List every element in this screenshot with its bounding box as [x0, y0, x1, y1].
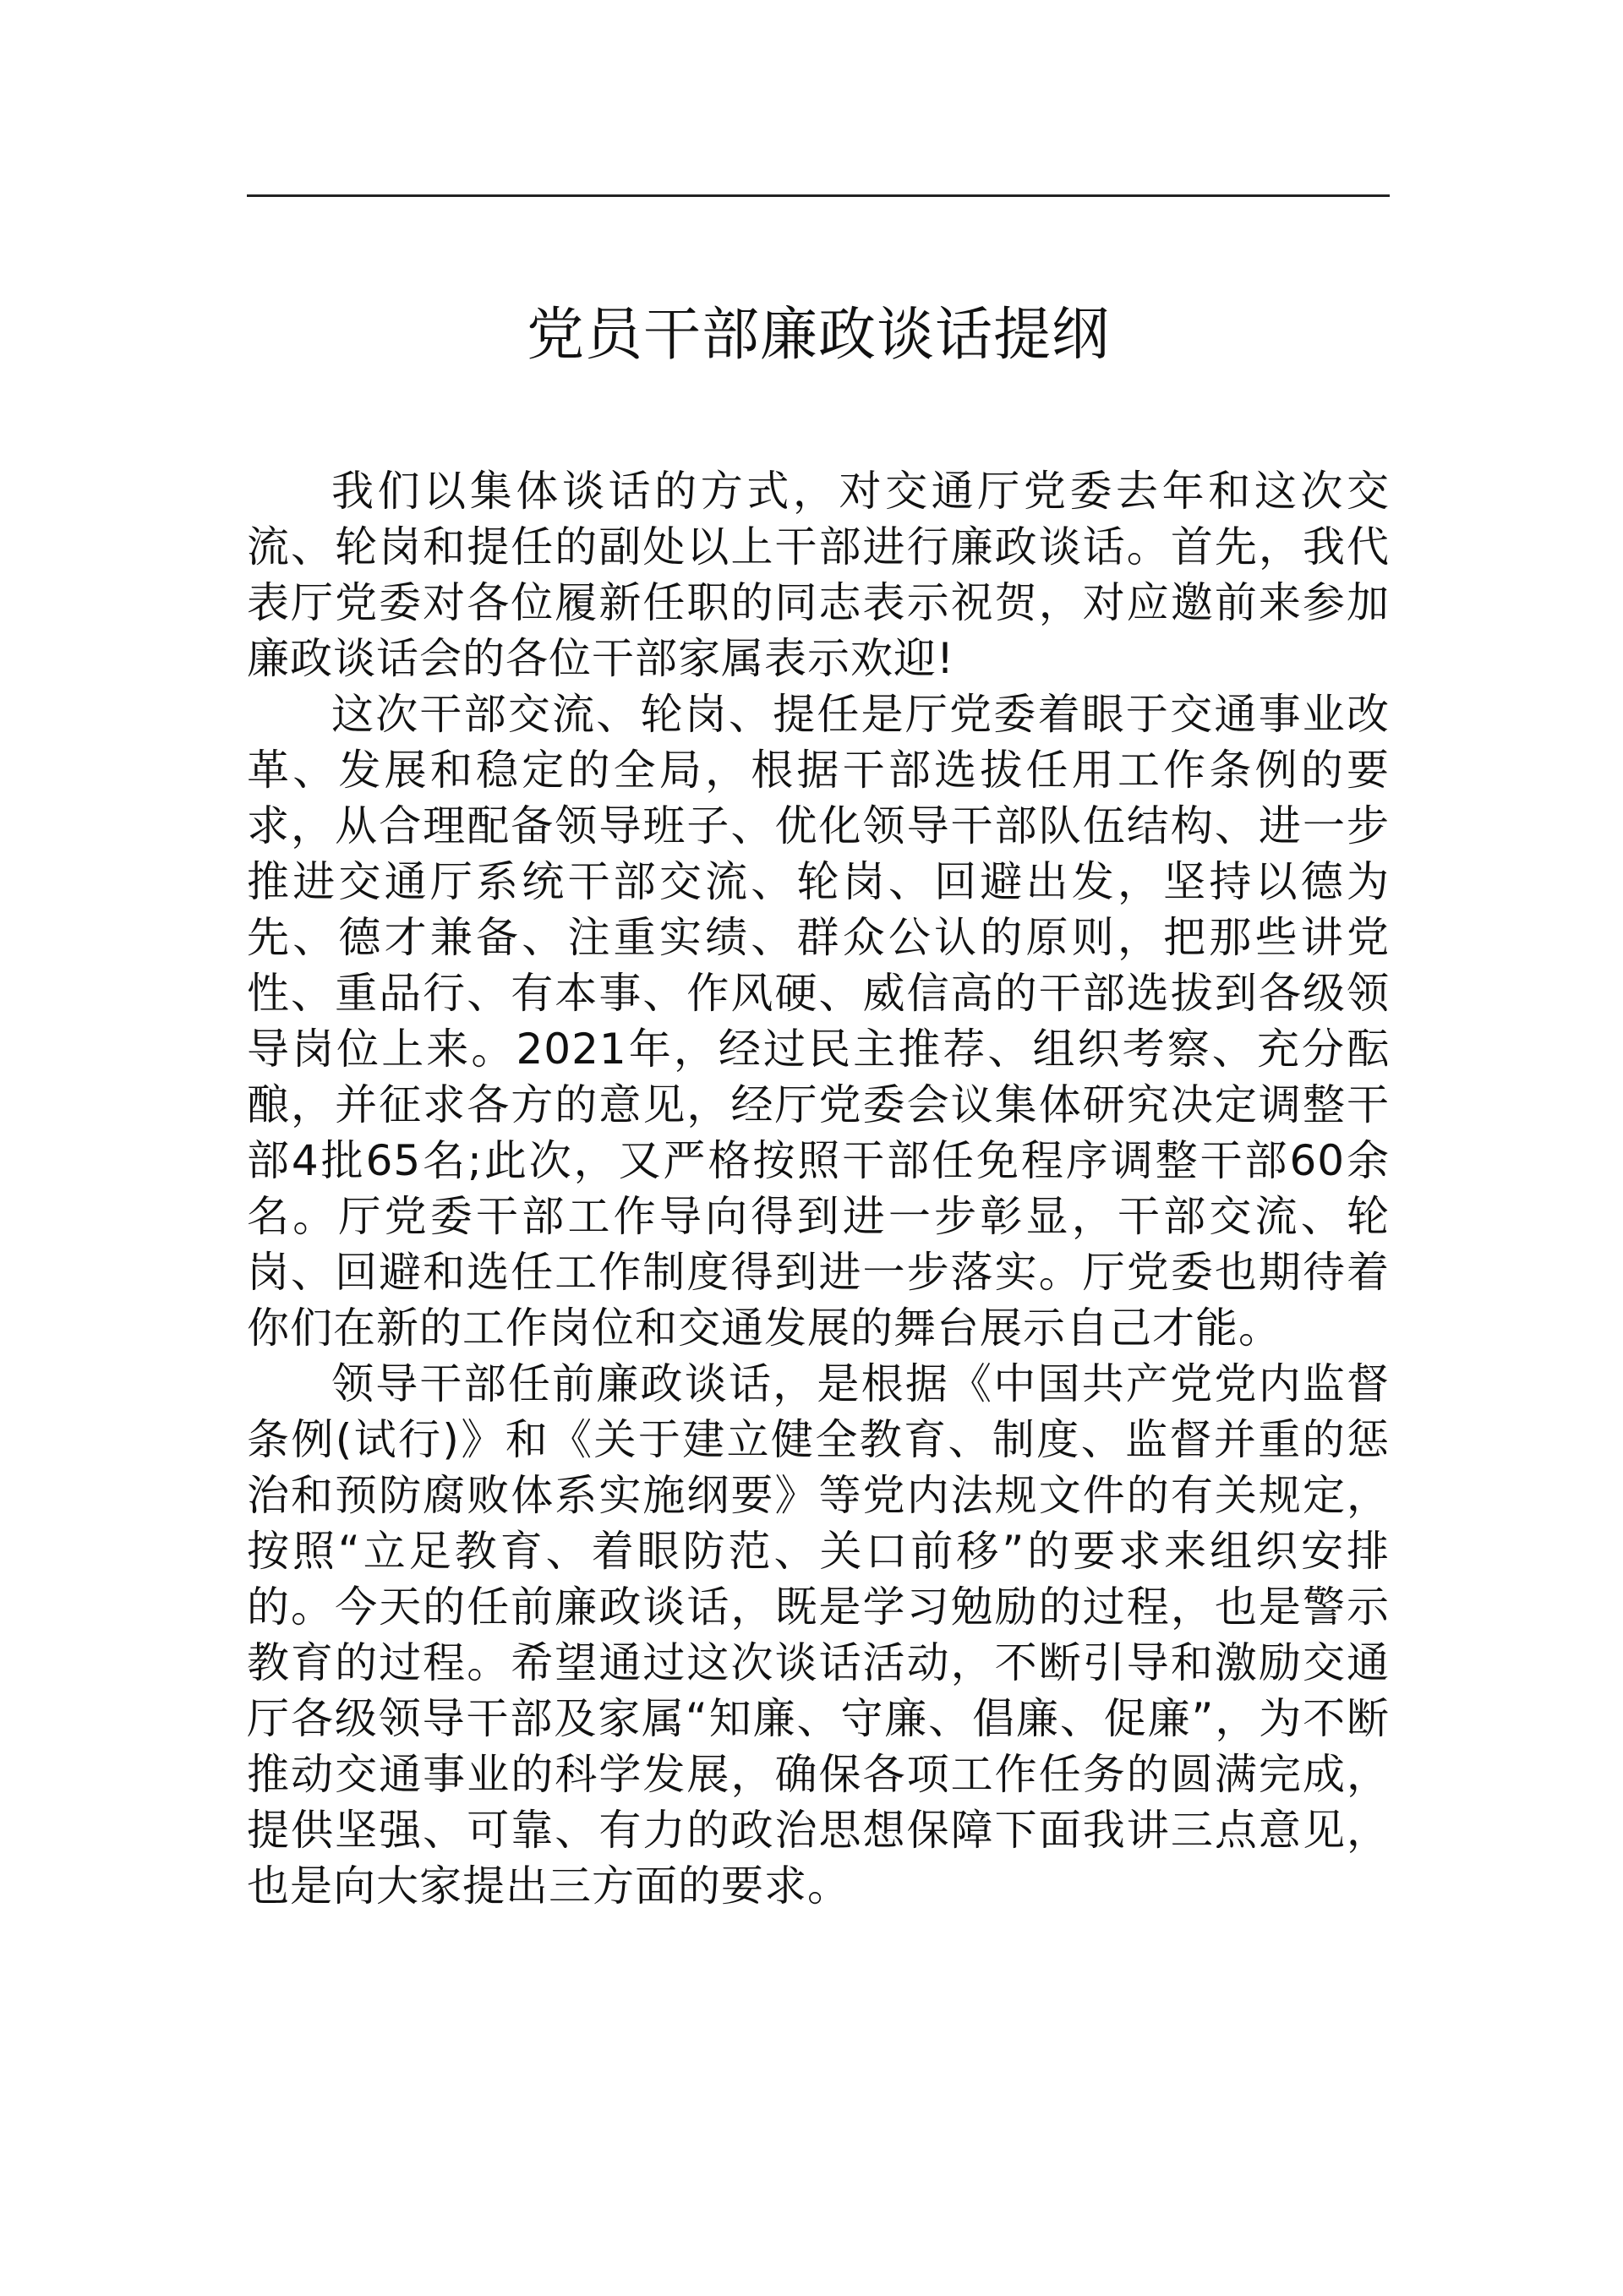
paragraph-2: 这次干部交流、轮岗、提任是厅党委着眼于交通事业改革、发展和稳定的全局，根据干部选拔任用工作条例的要求，从合理配备领导班子、优化领导干部队伍结构、进一步推进交通厅系统干部交流、轮岗、回避出发，坚持以德为先、德才兼备、注重实绩、群众公认的原则，把那些讲党性、重品行、有本事、作风硬、威信高的干部选拔到各级领导岗位上来。2021年，经过民主推荐、组织考察、充分酝酿，并征求各方的意见，经厅党委会议集体研究决定调整干部4批65名;此次，又严格按照干部任免程序调整干部60余名。厅党委干部工作导向得到进一步彰显，干部交流、轮岗、回避和选任工作制度得到进一步落实。厅党委也期待着你们在新的工作岗位和交通发展的舞台展示自己才能。: [247, 690, 1390, 1353]
document-body: [247, 463, 1390, 1914]
paragraph-3: 领导干部任前廉政谈话，是根据《中国共产党党内监督条例(试行)》和《关于建立健全教育、制度、监督并重的惩治和预防腐败体系实施纲要》等党内法规文件的有关规定，按照“立足教育、着眼防范、关口前移”的要求来组织安排的。今天的任前廉政谈话，既是学习勉励的过程，也是警示教育的过程。希望通过这次谈话活动，不断引导和激励交通厅各级领导干部及家属“知廉、守廉、倡廉、促廉”，为不断推动交通事业的科学发展，确保各项工作任务的圆满完成，提供坚强、可靠、有力的政治思想保障下面我讲三点意见，也是向大家提出三方面的要求。: [247, 1359, 1390, 1911]
document-title: 党员干部廉政谈话提纲: [526, 302, 1110, 369]
header-rule: [247, 194, 1390, 197]
paragraph-1: 我们以集体谈话的方式，对交通厅党委去年和这次交流、轮岗和提任的副处以上干部进行廉政谈话。首先，我代表厅党委对各位履新任职的同志表示祝贺，对应邀前来参加廉政谈话会的各位干部家属表示欢迎!: [247, 467, 1390, 683]
